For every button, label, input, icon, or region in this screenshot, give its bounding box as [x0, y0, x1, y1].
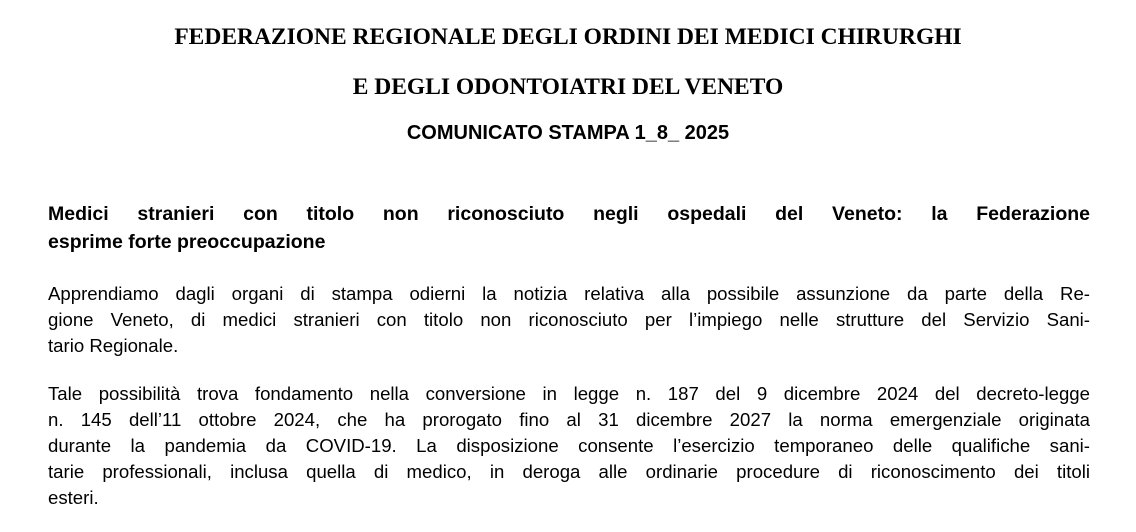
paragraph-line: Tale possibilità trova fondamento nella conversione in legge n. 187 del 9 dicembre 2024 del decreto-legge: [48, 383, 1090, 404]
paragraph-line: Apprendiamo dagli organi di stampa odierni la notizia relativa alla possibile assunzione da parte della Re-: [48, 283, 1090, 304]
paragraph-line: tario Regionale.: [48, 335, 179, 356]
federation-name-line-2: E DEGLI ODONTOIATRI DEL VENETO: [352, 74, 784, 100]
paragraph-1: [48, 281, 1090, 359]
article-headline: [48, 200, 1090, 256]
paragraph-line: durante la pandemia da COVID-19. La disposizione consente l’esercizio temporaneo delle qualifiche sani-: [48, 435, 1090, 456]
paragraph-2: [48, 381, 1090, 511]
paragraph-line: gione Veneto, di medici stranieri con titolo non riconosciuto per l’impiego nelle strutture del Servizio Sani-: [48, 309, 1090, 330]
paragraph-line: esteri.: [48, 487, 99, 508]
headline-line: Medici stranieri con titolo non riconosciuto negli ospedali del Veneto: la Federazione: [48, 203, 1090, 225]
federation-name-line-1: FEDERAZIONE REGIONALE DEGLI ORDINI DEI MEDICI CHIRURGHI: [174, 24, 962, 50]
paragraph-line: n. 145 dell’11 ottobre 2024, che ha prorogato fino al 31 dicembre 2027 la norma emergenziale originata: [48, 409, 1090, 430]
paragraph-line: tarie professionali, inclusa quella di medico, in deroga alle ordinarie procedure di riconoscimento dei titoli: [48, 461, 1090, 482]
press-release-title: COMUNICATO STAMPA 1_8_ 2025: [406, 122, 730, 144]
headline-line: esprime forte preoccupazione: [48, 231, 326, 253]
